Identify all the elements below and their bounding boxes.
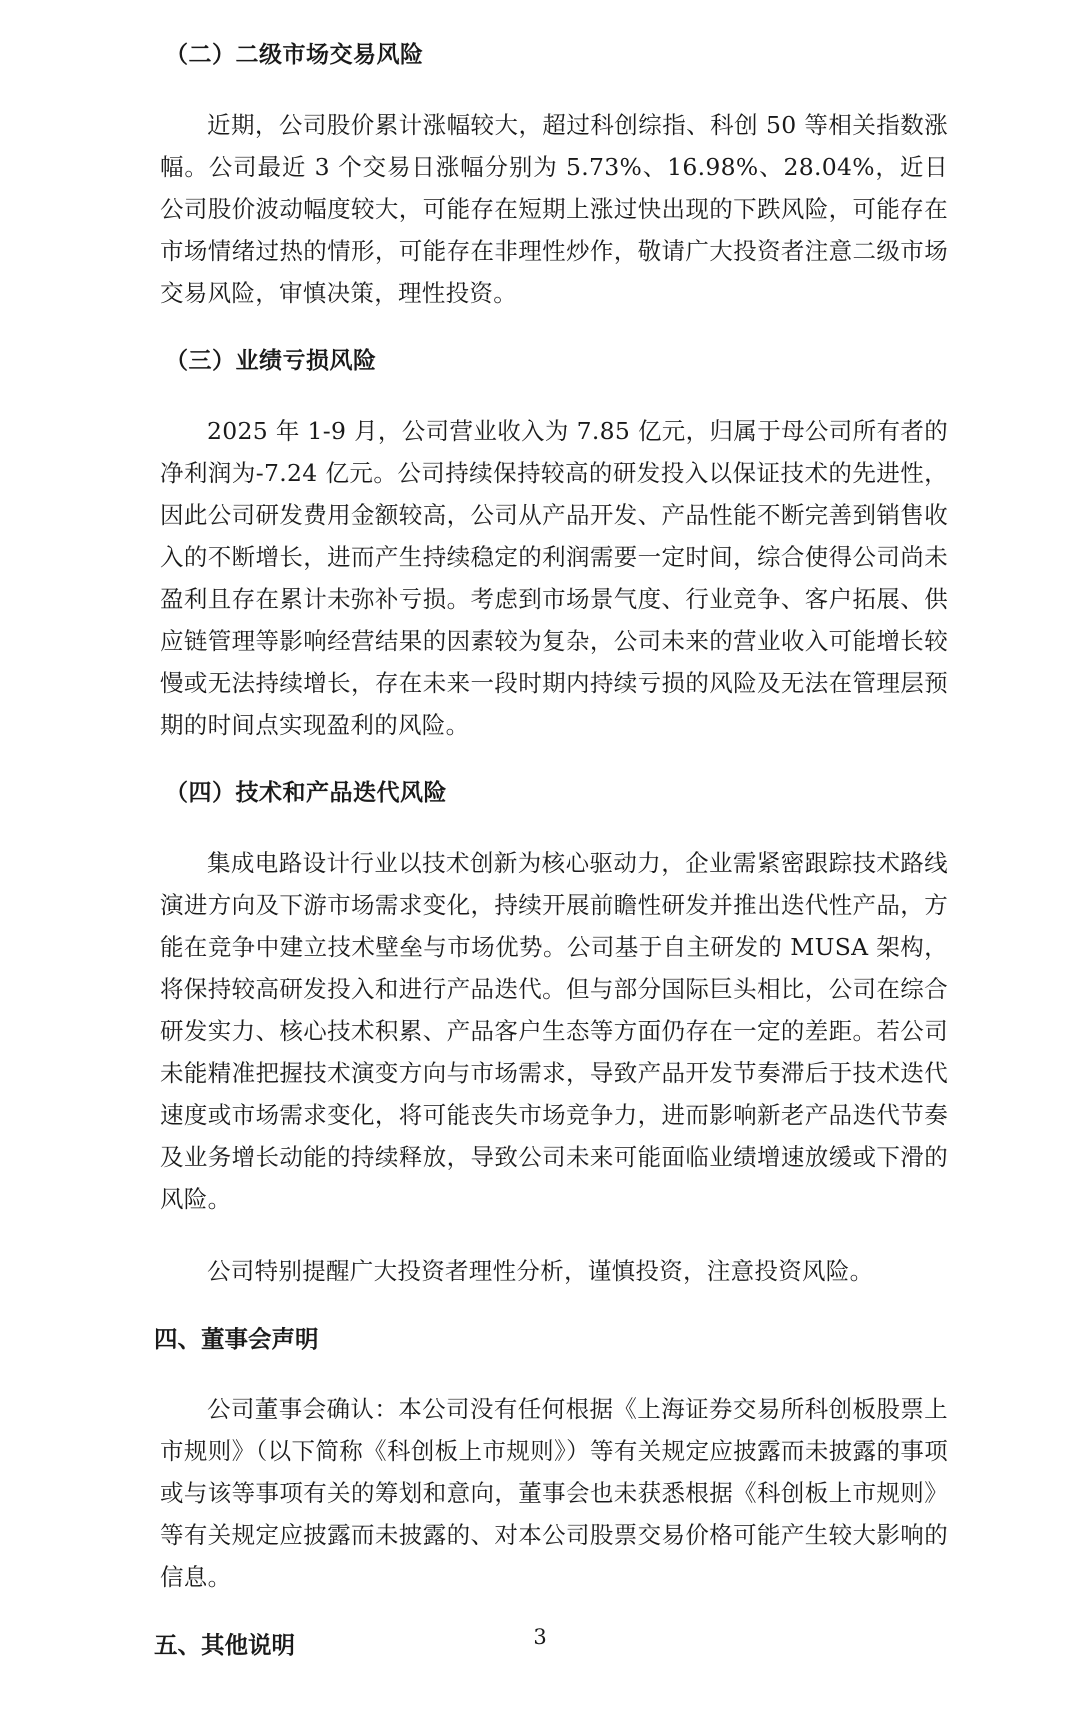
section-heading-tech-iteration-risk: （四）技术和产品迭代风险 <box>165 779 447 806</box>
paragraph-investor-reminder: 公司特别提醒广大投资者理性分析，谨慎投资，注意投资风险。 <box>207 1257 874 1285</box>
paragraph-board-statement: 公司董事会确认：本公司没有任何根据《上海证券交易所科创板股票上市规则》（以下简称《科创板上市规则》）等有关规定应披露而未披露的事项或与该等事项有关的筹划和意向，董事会也未获悉根据《科创板上市规则》等有关规定应披露而未披露的、对本公司股票交易价格可能产生较大影响的信息。 <box>160 1395 948 1591</box>
section-heading-secondary-market-risk: （二）二级市场交易风险 <box>165 41 424 68</box>
section-heading-other-notes: 五、其他说明 <box>154 1631 295 1659</box>
page-number: 3 <box>533 1625 547 1649</box>
document-body <box>154 38 948 1662</box>
paragraph-secondary-market-risk: 近期，公司股价累计涨幅较大，超过科创综指、科创 50 等相关指数涨幅。公司最近 3 个交易日涨幅分别为 5.73%、16.98%、28.04%，近日公司股价波动幅度较大，可能存在短期上涨过快出现的下跌风险，可能存在市场情绪过热的情形，可能存在非理性炒作，敬请广大投资者注意二级市场交易风险，审慎决策，理性投资。 <box>160 111 948 307</box>
section-heading-loss-risk: （三）业绩亏损风险 <box>165 347 377 374</box>
paragraph-loss-risk: 2025 年 1-9 月，公司营业收入为 7.85 亿元，归属于母公司所有者的净利润为-7.24 亿元。公司持续保持较高的研发投入以保证技术的先进性，因此公司研发费用金额较高，公司从产品开发、产品性能不断完善到销售收入的不断增长，进而产生持续稳定的利润需要一定时间，综合使得公司尚未盈利且存在累计未弥补亏损。考虑到市场景气度、行业竞争、客户拓展、供应链管理等影响经营结果的因素较为复杂，公司未来的营业收入可能增长较慢或无法持续增长，存在未来一段时期内持续亏损的风险及无法在管理层预期的时间点实现盈利的风险。 <box>160 417 948 739</box>
section-heading-board-statement: 四、董事会声明 <box>154 1325 319 1353</box>
paragraph-tech-iteration-risk: 集成电路设计行业以技术创新为核心驱动力，企业需紧密跟踪技术路线演进方向及下游市场需求变化，持续开展前瞻性研发并推出迭代性产品，方能在竞争中建立技术壁垒与市场优势。公司基于自主研发的 MUSA 架构，将保持较高研发投入和进行产品迭代。但与部分国际巨头相比，公司在综合研发实力、核心技术积累、产品客户生态等方面仍存在一定的差距。若公司未能精准把握技术演变方向与市场需求，导致产品开发节奏滞后于技术迭代速度或市场需求变化，将可能丧失市场竞争力，进而影响新老产品迭代节奏及业务增长动能的持续释放，导致公司未来可能面临业绩增速放缓或下滑的风险。 <box>160 849 948 1213</box>
